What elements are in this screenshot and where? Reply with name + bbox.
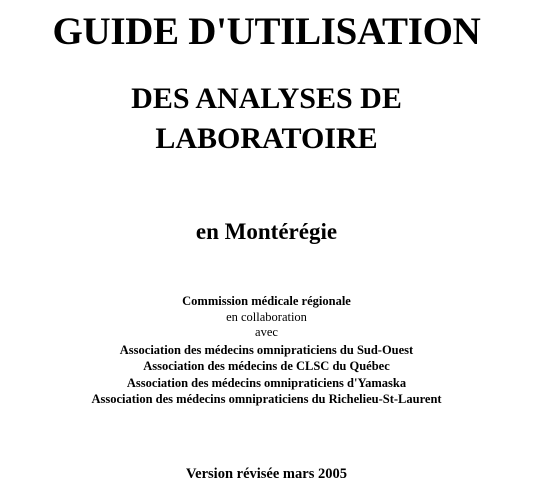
association-item: Association des médecins de CLSC du Québec	[143, 359, 390, 373]
version-note: Version révisée mars 2005	[186, 466, 347, 482]
avec-text: avec	[255, 325, 278, 339]
document-subtitle-line-2: LABORATOIRE	[155, 122, 378, 155]
association-item: Association des médecins omnipraticiens d'Yamaska	[126, 376, 407, 390]
document-title: GUIDE D'UTILISATION	[52, 10, 481, 53]
commission-name: Commission médicale régionale	[182, 294, 351, 308]
collaboration-text: en collaboration	[226, 310, 307, 324]
association-item: Association des médecins omnipraticiens du Richelieu-St-Laurent	[91, 392, 442, 406]
association-item: Association des médecins omnipraticiens du Sud-Ouest	[119, 343, 414, 357]
region-heading: en Montérégie	[195, 219, 338, 244]
document-subtitle-line-1: DES ANALYSES DE	[131, 82, 402, 115]
